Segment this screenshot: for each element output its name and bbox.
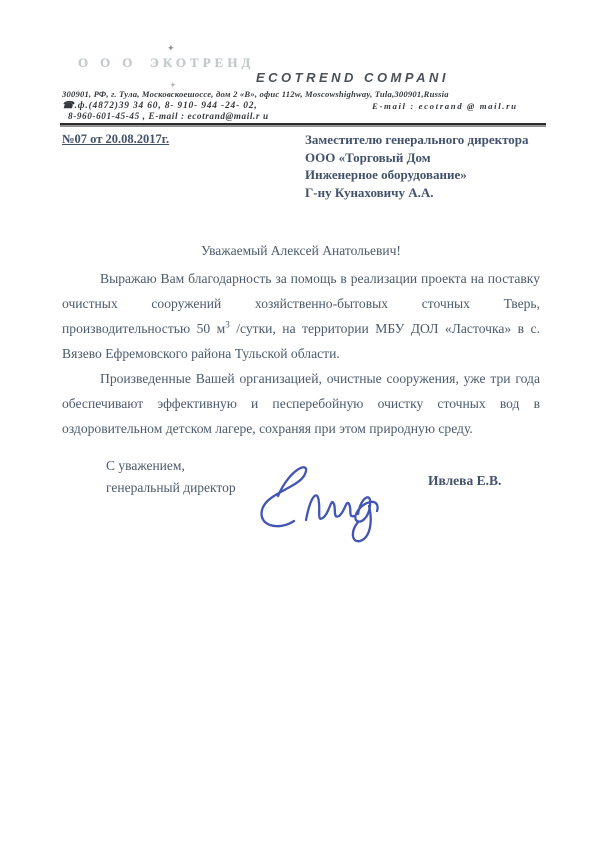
closing-line: генеральный директор — [106, 480, 236, 495]
paragraph-1-text: Выражаю Вам благодарность за помощь в реализации проекта на поставку очистных сооружений хозяйственно-бытовых сточных Тверь, производительностью 50 м — [62, 271, 540, 336]
signer-name: Ивлева Е.В. — [428, 473, 502, 488]
diamond-icon: ✦ — [169, 80, 177, 90]
closing-line: С уважением, — [106, 458, 185, 473]
letter-body — [62, 266, 540, 441]
email-address: E-mail : ecotrand @ mail.ru — [372, 101, 518, 111]
recipient-line: Инженерное оборудование» — [305, 167, 467, 182]
superscript-3: 3 — [225, 319, 230, 330]
logo-ooo-text: ООО — [78, 55, 145, 70]
recipient-line: ООО «Торговый Дом — [305, 149, 431, 165]
salutation: Уважаемый Алексей Анатольевич! — [201, 243, 401, 258]
paragraph-2: Произведенные Вашей организацией, очистные сооружения, уже три года обеспечивают эффективную и песперебойную очистку сточных вод в оздоровительном детском лагере, сохраняя при этом природную среду. — [62, 371, 540, 436]
address-line: 300901, РФ, г. Тула, Московскоешоссе, дом 2 «В», офис 112w, Moscowshighway, Tula,300901,Russia — [62, 89, 449, 99]
logo-brand-text: ЭКОТРЕНД — [150, 55, 255, 70]
reference-number: №07 от 20.08.2017г. — [62, 132, 170, 146]
company-name: ECOTREND COMPANI — [256, 70, 449, 85]
recipient-line: Г-ну Кунаховичу А.А. — [305, 184, 434, 200]
closing-block — [106, 455, 236, 499]
diamond-icon: ✦ — [167, 43, 175, 53]
recipient-block — [305, 131, 560, 201]
handwritten-signature — [248, 446, 393, 546]
paragraph-1-text: /сутки, на территории МБУ ДОЛ «Ласточка» в с. Вязево Ефремовского района Тульской области. — [62, 321, 540, 361]
phone-email-line: 8-960-601-45-45 , E-mail : ecotrand@mail.r u — [68, 111, 269, 121]
header-divider — [60, 123, 546, 127]
phone-line: ☎.ф.(4872)39 34 60, 8- 910- 944 -24- 02, — [62, 101, 258, 111]
paragraph-1 — [62, 266, 540, 366]
recipient-line: Заместителю генерального директора — [305, 132, 529, 147]
